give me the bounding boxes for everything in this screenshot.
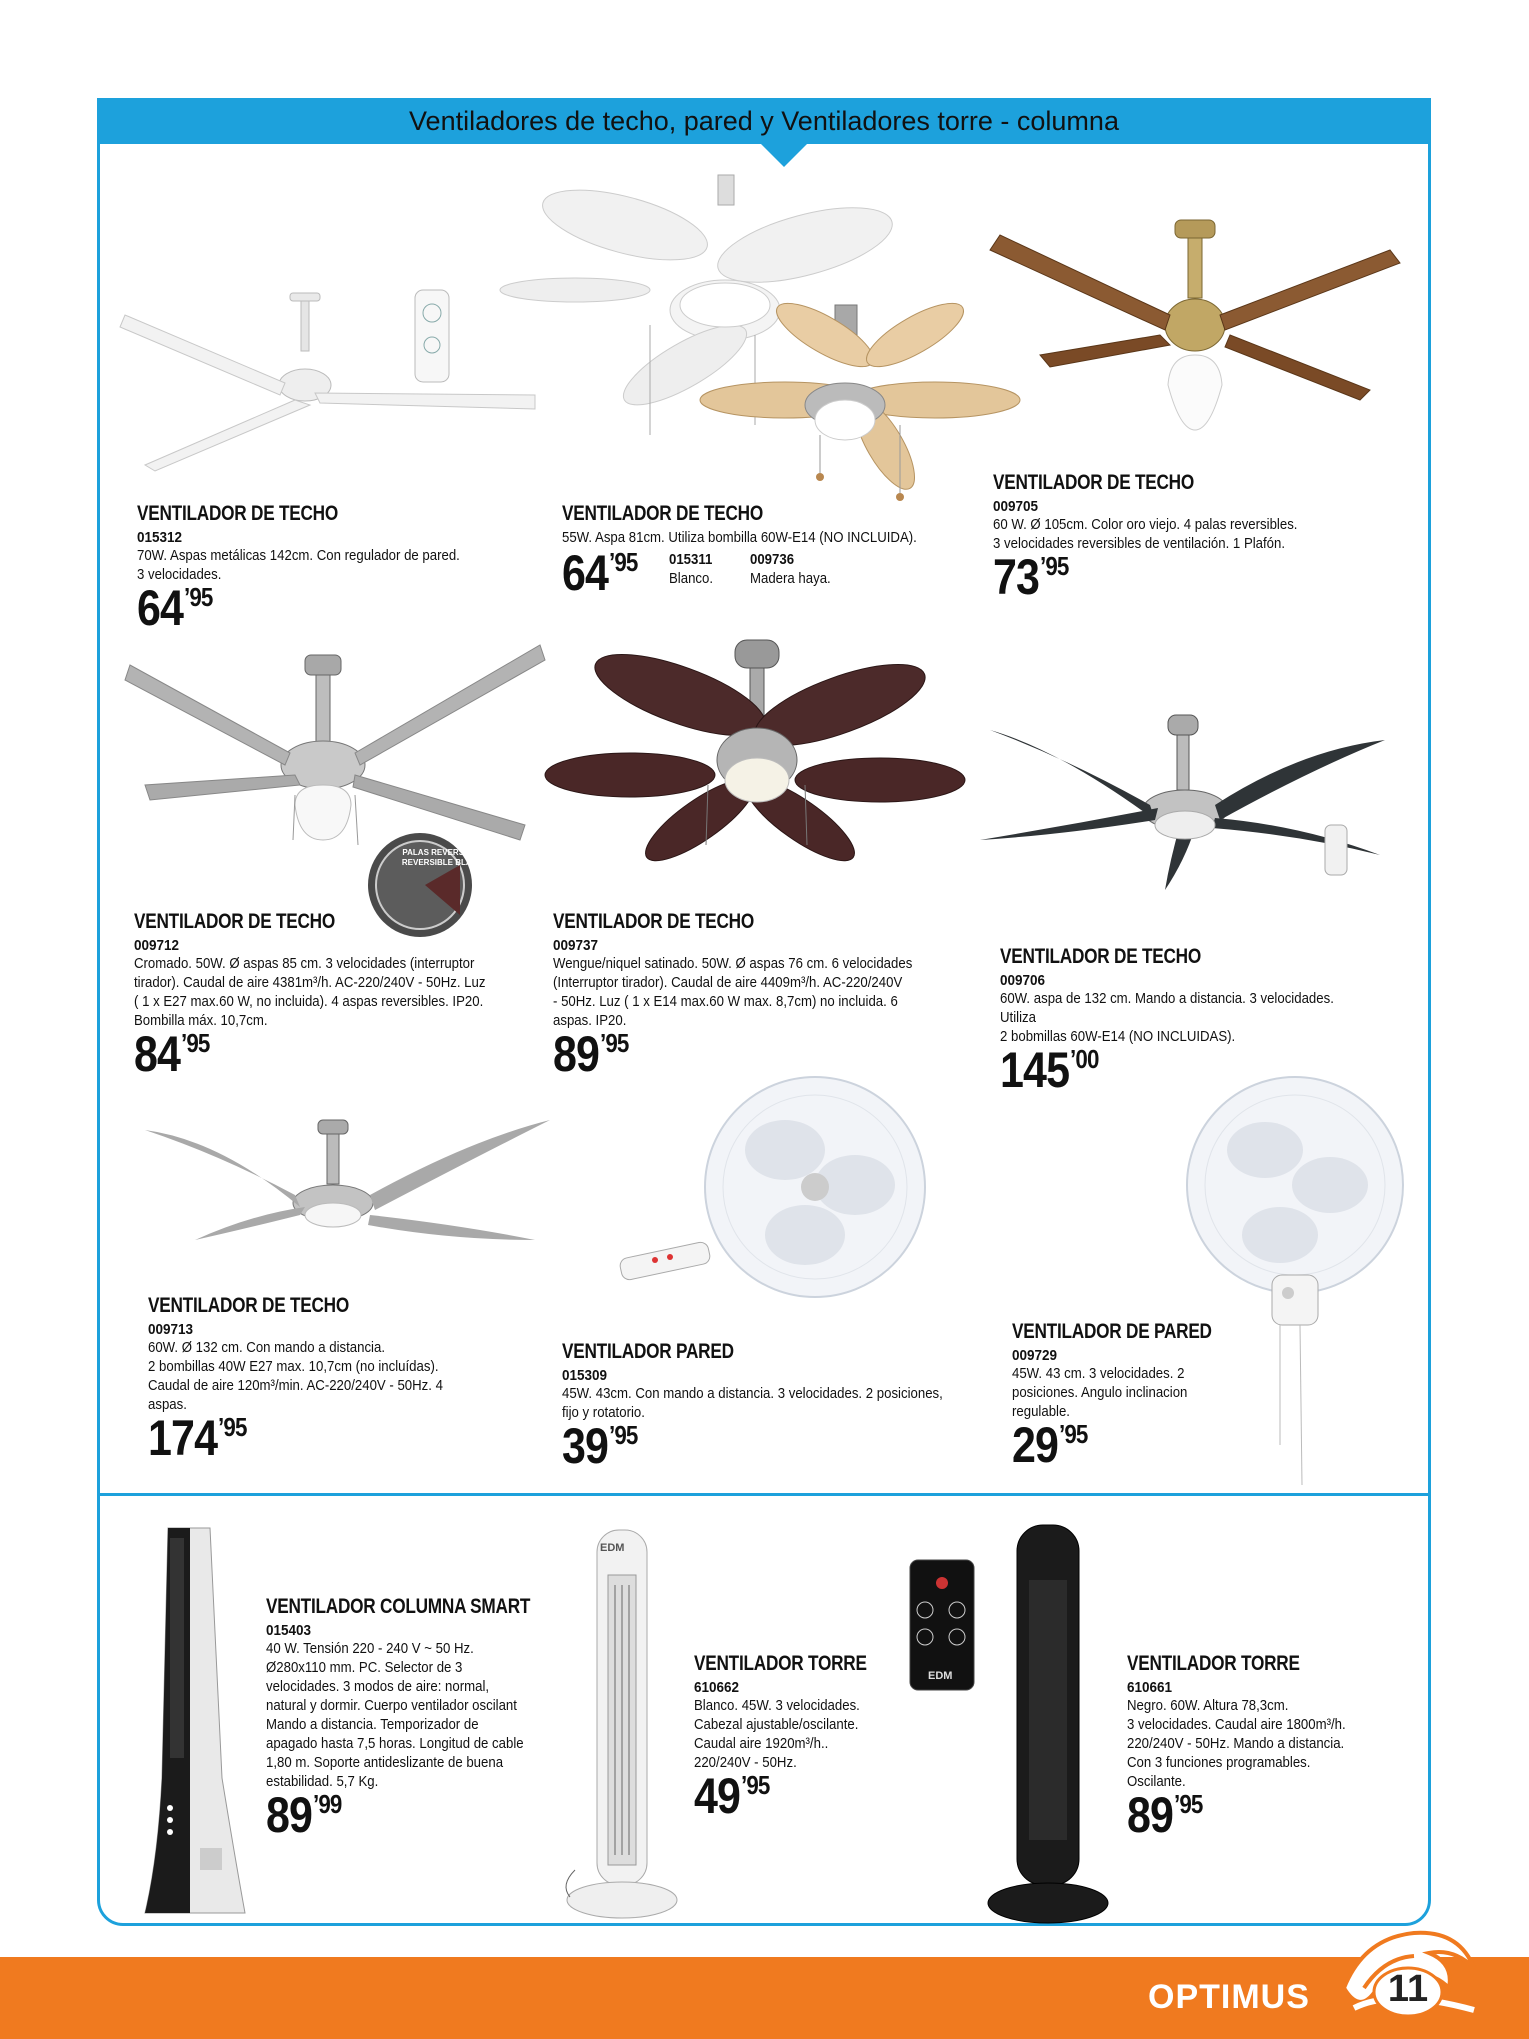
product-price: 73 ’95	[993, 549, 1069, 605]
product-name: VENTILADOR DE TECHO	[137, 502, 339, 525]
product-description: 60 W. Ø 105cm. Color oro viejo. 4 palas reversibles. 3 velocidades reversibles de ventilación. 1 Plafón.	[993, 516, 1298, 552]
product-009737	[553, 910, 953, 1082]
product-name: VENTILADOR DE TECHO	[553, 910, 755, 933]
product-name: VENTILADOR COLUMNA SMART	[266, 1595, 531, 1618]
product-code: 015312	[137, 529, 183, 546]
product-code: 015309	[562, 1367, 608, 1384]
section-divider	[97, 1493, 1431, 1496]
product-name: VENTILADOR DE TECHO	[562, 502, 764, 525]
product-image-015311-009736	[505, 175, 1025, 505]
product-description: 60W. Ø 132 cm. Con mando a distancia. 2 bombillas 40W E27 max. 10,7cm (no incluídas). Caudal de aire 120m³/min. AC-220/240V - 50Hz. 4 aspas.	[148, 1339, 443, 1413]
product-009713	[148, 1294, 528, 1466]
product-image-009737	[550, 635, 970, 860]
product-name: VENTILADOR DE PARED	[1012, 1320, 1212, 1343]
product-name: VENTILADOR DE TECHO	[134, 910, 336, 933]
variant-015311: 015311 Blanco.	[669, 551, 714, 587]
product-code: 009705	[993, 498, 1039, 515]
product-name: VENTILADOR DE TECHO	[1000, 945, 1202, 968]
product-description: Negro. 60W. Altura 78,3cm. 3 velocidades. Caudal aire 1800m³/h. 220/240V - 50Hz. Mando a distancia. Con 3 funciones programables. Oscilante.	[1127, 1697, 1346, 1790]
page-number: 11	[1387, 1968, 1429, 2010]
product-price: 174 ’95	[148, 1410, 247, 1466]
product-description: 70W. Aspas metálicas 142cm. Con regulador de pared. 3 velocidades.	[137, 547, 460, 583]
reversible-badge-line1: PALAS REVERSIBLES	[402, 848, 488, 857]
product-price: 64 ’95	[137, 580, 213, 636]
brand-logo: OPTIMUS	[1148, 1978, 1310, 2016]
reversible-badge-line2: REVERSIBLE BLADES	[401, 858, 489, 867]
product-code: 009706	[1000, 972, 1046, 989]
product-610662	[694, 1652, 924, 1824]
product-description: Wengue/niquel satinado. 50W. Ø aspas 76 cm. 6 velocidades (Interruptor tirador). Caudal de aire 4409m³/h. AC-220/240V - 50Hz. Luz ( 1 x E14 max.60 W max. 8,7cm) no incluida. 6 aspas. IP20.	[553, 955, 913, 1029]
product-image-610662	[555, 1525, 695, 1925]
product-description: 60W. aspa de 132 cm. Mando a distancia. 3 velocidades. Utiliza 2 bobmillas 60W-E14 (NO INCLUIDAS).	[1000, 990, 1334, 1045]
product-description: 45W. 43cm. Con mando a distancia. 3 velocidades. 2 posiciones, fijo y rotatorio.	[562, 1385, 943, 1421]
product-description: 40 W. Tensión 220 - 240 V ~ 50 Hz. Ø280x110 mm. PC. Selector de 3 velocidades. 3 modos de aire: normal, natural y dormir. Cuerpo ventilador oscilant Mando a distancia. Temporizador de apagado hasta 7,5 horas. Longitud de cable 1,80 m. Soporte antideslizante de buena estabilidad. 5,7 Kg.	[266, 1640, 524, 1790]
product-image-009706	[980, 710, 1400, 895]
product-name: VENTILADOR TORRE	[694, 1652, 867, 1675]
product-image-015309	[615, 1075, 945, 1305]
product-price: 89 ’95	[1127, 1787, 1203, 1843]
product-009729	[1012, 1320, 1252, 1473]
product-image-009713	[140, 1115, 560, 1245]
product-price: 84 ’95	[134, 1026, 210, 1082]
product-price: 29 ’95	[1012, 1417, 1088, 1473]
product-015312	[137, 502, 537, 636]
product-price: 89 ’95	[553, 1026, 629, 1082]
product-name: VENTILADOR PARED	[562, 1340, 734, 1363]
product-image-015312	[120, 285, 540, 475]
product-description: 45W. 43 cm. 3 velocidades. 2 posiciones. Angulo inclinacion regulable.	[1012, 1365, 1188, 1420]
header-notch	[760, 143, 808, 167]
product-price: 145 ’00	[1000, 1042, 1099, 1098]
product-code: 610661	[1127, 1679, 1173, 1696]
remote-brand-label: EDM	[928, 1670, 953, 1682]
product-code: 009712	[134, 937, 180, 954]
page-title: Ventiladores de techo, pared y Ventiladores torre - columna	[409, 106, 1119, 136]
tower-brand-label: EDM	[600, 1542, 625, 1554]
product-015309	[562, 1340, 982, 1474]
product-description: Blanco. 45W. 3 velocidades. Cabezal ajustable/oscilante. Caudal aire 1920m³/h.. 220/240V - 50Hz.	[694, 1697, 860, 1771]
product-015403	[266, 1595, 556, 1843]
variant-009736: 009736 Madera haya.	[750, 551, 831, 587]
product-009706	[1000, 945, 1400, 1098]
product-009705	[993, 471, 1393, 605]
product-code: 009737	[553, 937, 599, 954]
product-description: 55W. Aspa 81cm. Utiliza bombilla 60W-E14 (NO INCLUIDA).	[562, 529, 917, 546]
product-image-009705	[990, 215, 1410, 440]
product-code: 009729	[1012, 1347, 1058, 1364]
product-name: VENTILADOR DE TECHO	[148, 1294, 350, 1317]
product-name: VENTILADOR DE TECHO	[993, 471, 1195, 494]
product-610661	[1127, 1652, 1397, 1843]
product-price: 49 ’95	[694, 1768, 770, 1824]
product-code: 015403	[266, 1622, 312, 1639]
product-image-009712	[125, 635, 555, 925]
product-code: 009713	[148, 1321, 194, 1338]
product-description: Cromado. 50W. Ø aspas 85 cm. 3 velocidades (interruptor tirador). Caudal de aire 4381m³/h. AC-220/240V - 50Hz. Luz ( 1 x E27 max.60 W, no incluida). 4 aspas reversibles. IP20. Bombilla máx. 10,7cm.	[134, 955, 486, 1029]
product-price: 64 ’95	[562, 545, 638, 601]
product-price: 89 ’99	[266, 1787, 342, 1843]
product-code: 610662	[694, 1679, 740, 1696]
product-image-610661	[905, 1525, 1125, 1925]
product-price: 39 ’95	[562, 1418, 638, 1474]
product-name: VENTILADOR TORRE	[1127, 1652, 1300, 1675]
product-009712	[134, 910, 534, 1082]
product-image-015403	[140, 1528, 250, 1923]
